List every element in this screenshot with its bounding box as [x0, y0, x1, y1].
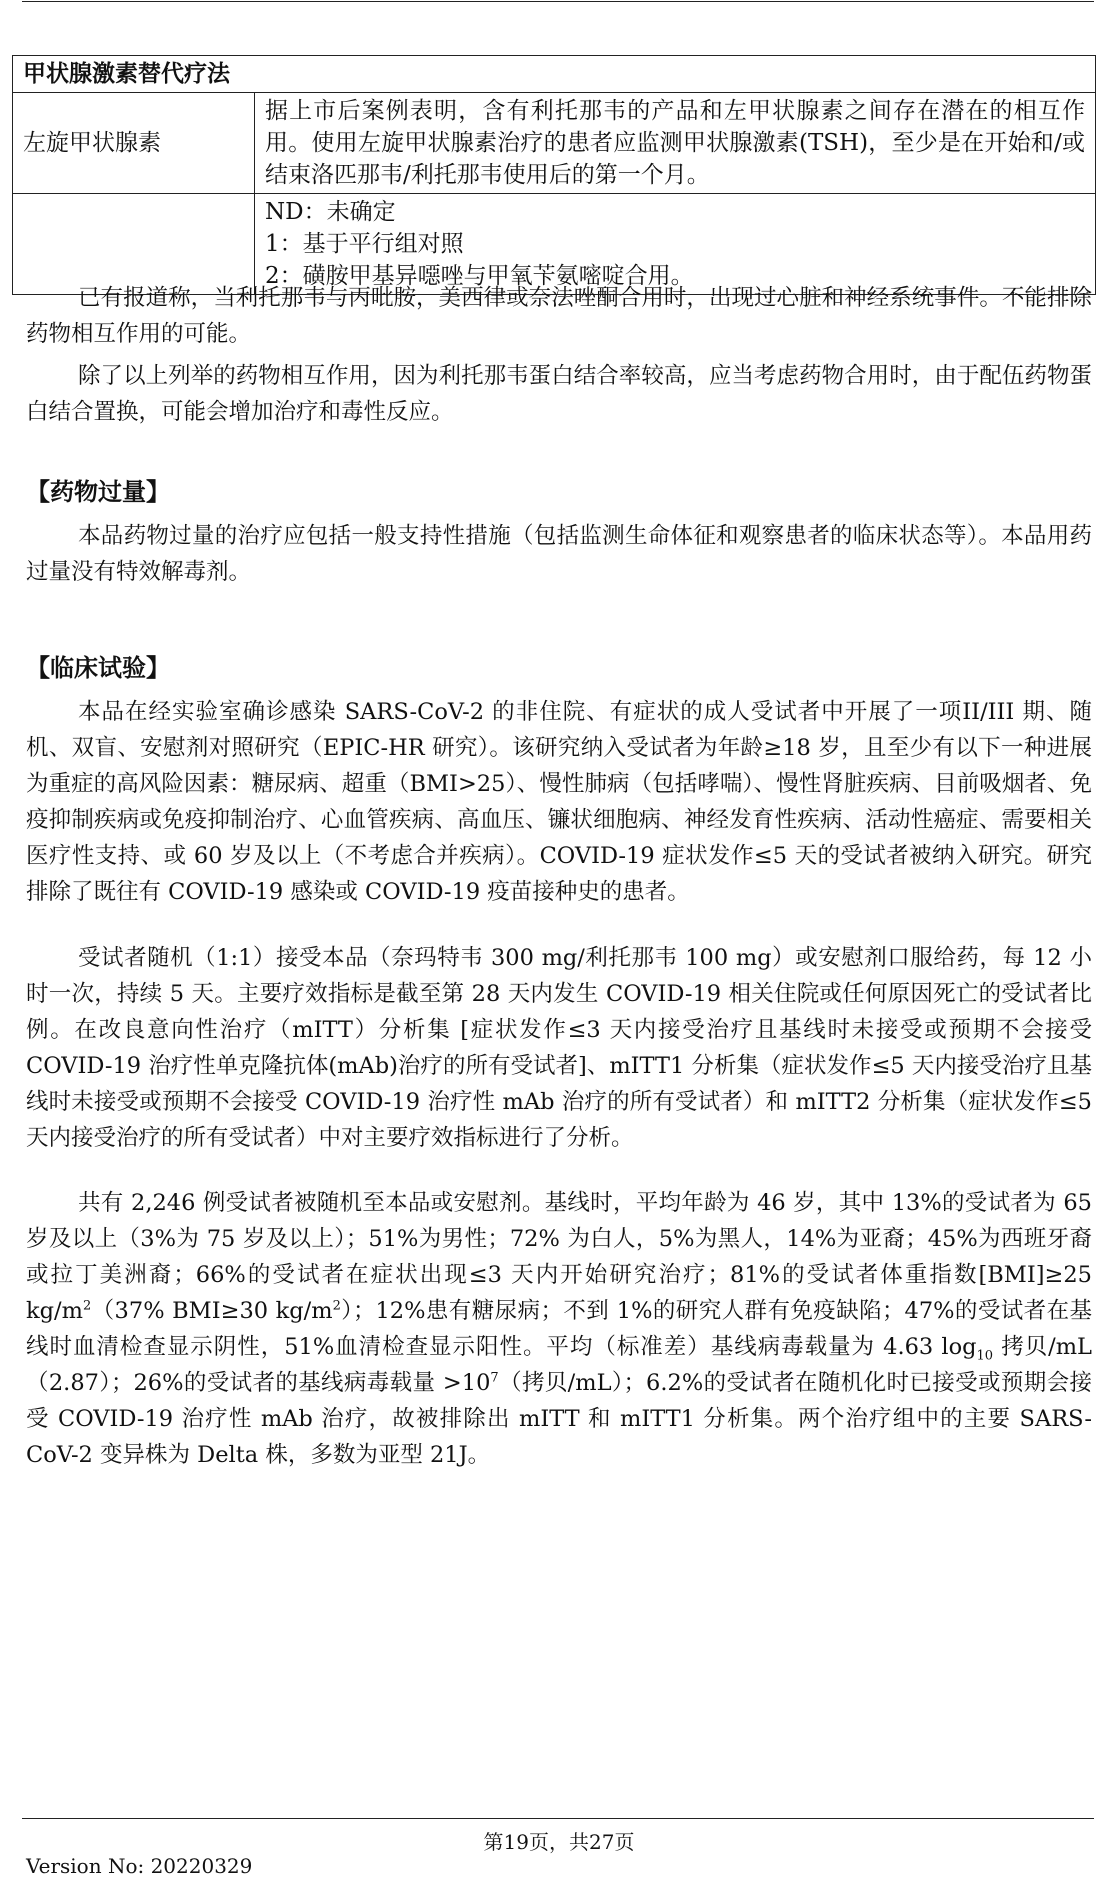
superscript: 7 — [490, 1370, 499, 1386]
paragraph-protein-binding: 除了以上列举的药物相互作用，因为利托那韦蛋白结合率较高，应当考虑药物合用时，由于配伍药物蛋白结合置换，可能会增加治疗和毒性反应。 — [26, 363, 1092, 425]
version-number: Version No: 20220329 — [26, 1854, 253, 1878]
overdose-heading: 【药物过量】 — [26, 477, 170, 506]
interaction-text-cell: 据上市后案例表明，含有利托那韦的产品和左甲状腺素之间存在潜在的相互作用。使用左旋甲状腺素治疗的患者应监测甲状腺激素(TSH)，至少是在开始和/或结束洛匹那韦/利托那韦使用后的第一个月。 — [255, 93, 1096, 194]
top-rule — [22, 1, 1094, 2]
clinical-paragraph-2: 受试者随机（1:1）接受本品（奈玛特韦 300 mg/利托那韦 100 mg）或安慰剂口服给药，每 12 小时一次，持续 5 天。主要疗效指标是截至第 28 天内发生 COVID-19 相关住院或任何原因死亡的受试者比例。在改良意向性治疗（mITT）分析集 [症状发作≤3 天内接受治疗且基线时未接受或预期不会接受 COVID-19 治疗性单克隆抗体(mAb)治疗的所有受试者]、mITT1 分析集（症状发作≤5 天内接受治疗且基线时未接受或预期不会接受 COVID-19 治疗性 mAb 治疗的所有受试者）和 mITT2 分析集（症状发作≤5 天内接受治疗的所有受试者）中对主要疗效指标进行了分析。 — [26, 945, 1092, 1151]
table-row — [13, 93, 1096, 194]
subscript: 10 — [976, 1348, 994, 1364]
drug-name-cell: 左旋甲状腺素 — [13, 93, 255, 194]
footer-rule — [22, 1818, 1094, 1819]
superscript: 2 — [82, 1298, 92, 1314]
clinical-paragraph-1: 本品在经实验室确诊感染 SARS-CoV-2 的非住院、有症状的成人受试者中开展了一项II/III 期、随机、双盲、安慰剂对照研究（EPIC-HR 研究）。该研究纳入受试者为年龄≥18 岁，且至少有以下一种进展为重症的高风险因素：糖尿病、超重（BMI>25）、慢性肺病（包括哮喘）、慢性肾脏疾病、目前吸烟者、免疫抑制疾病或免疫抑制治疗、心血管疾病、高血压、镰状细胞病、神经发育性疾病、活动性癌症、需要相关医疗性支持、或 60 岁及以上（不考虑合并疾病）。COVID-19 症状发作≤5 天的受试者被纳入研究。研究排除了既往有 COVID-19 感染或 COVID-19 疫苗接种史的患者。 — [26, 699, 1092, 905]
text-segment: ）；12%患有糖尿病；不到 1%的研究人群有免疫缺陷；47%的受试者在基线时血清检查显示阴性，51%血清检查显示阳性。平均（标准差）基线病毒载量为 4.63 log — [26, 1298, 1092, 1360]
overdose-paragraph: 本品药物过量的治疗应包括一般支持性措施（包括监测生命体征和观察患者的临床状态等）。本品用药过量没有特效解毒剂。 — [26, 523, 1092, 585]
text-segment: （37% BMI≥30 kg/m — [91, 1298, 333, 1324]
page-number: 第19页，共27页 — [483, 1830, 635, 1854]
text-segment: （拷贝/mL）；6.2%的受试者在随机化时已接受或预期会接受 COVID-19 治疗性 mAb 治疗，故被排除出 mITT 和 mITT1 分析集。两个治疗组中的主要 SARS-CoV-2 变异株为 Delta 株，多数为亚型 21J。 — [26, 1370, 1092, 1468]
text-segment: 拷贝/mL（2.87）；26%的受试者的基线病毒载量 >10 — [26, 1334, 1093, 1396]
paragraph-cardiac-events: 已有报道称，当利托那韦与丙吡胺，美西律或奈法唑酮合用时，出现过心脏和神经系统事件。不能排除药物相互作用的可能。 — [26, 285, 1092, 347]
text-segment: 共有 2,246 例受试者被随机至本品或安慰剂。基线时，平均年龄为 46 岁，其中 13%的受试者为 65 岁及以上（3%为 75 岁及以上）；51%为男性；72% 为白人，5%为黑人，14%为亚裔；45%为西班牙裔或拉丁美洲裔；66%的受试者在症状出现≤3 天内开始研究治疗；81%的受试者体重指数[BMI]≥25 kg/m — [26, 1190, 1092, 1324]
clinical-trial-heading: 【临床试验】 — [26, 653, 170, 682]
drug-interaction-table — [12, 55, 1096, 295]
note-2: 2：磺胺甲基异噁唑与甲氧苄氨嘧啶合用。 — [265, 263, 694, 289]
note-1: 1：基于平行组对照 — [265, 231, 464, 257]
clinical-paragraph-3 — [26, 1185, 1092, 1473]
note-nd: ND：未确定 — [265, 199, 396, 225]
superscript: 2 — [332, 1298, 341, 1314]
table-section-header: 甲状腺激素替代疗法 — [13, 56, 1096, 93]
